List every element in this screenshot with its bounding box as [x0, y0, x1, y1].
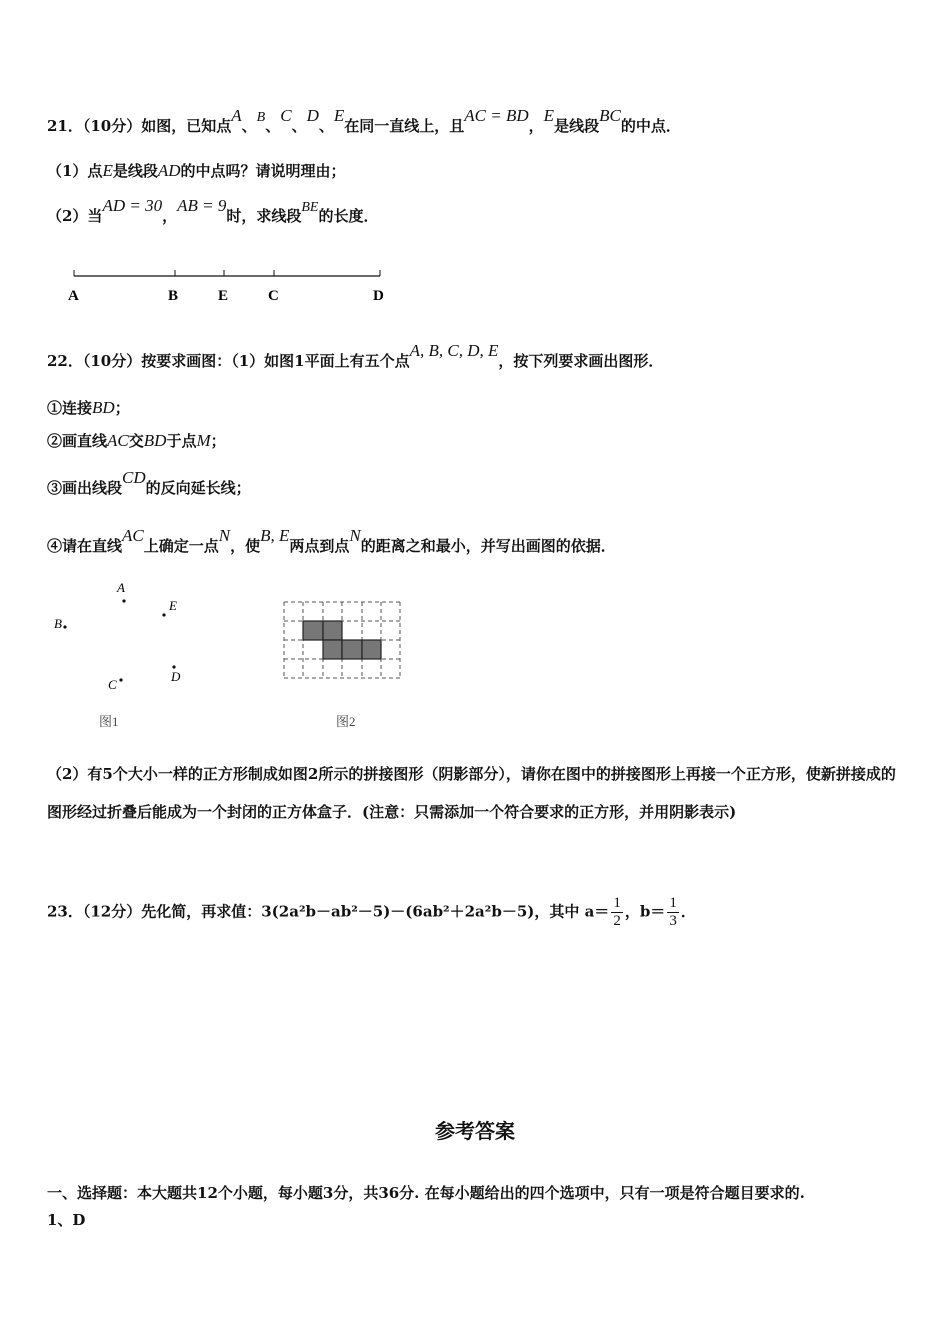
q22-step2: ②画直线AC交BD于点M；: [47, 431, 226, 450]
square-1: [303, 621, 323, 640]
square-3: [323, 640, 342, 659]
fig1-label-e: E: [169, 598, 177, 613]
answers-title: 参考答案: [435, 1119, 515, 1143]
q23-stem: 23．（12分）先化简，再求值：3(2a²b－ab²－5)－(6ab²＋2a²b－5)，其中 a＝ $\frac{1}{2}$ ，b＝ $\frac{1}{3}$ ．: [47, 895, 696, 929]
fig1-point-d: [172, 665, 175, 668]
fig1-point-e: [162, 613, 165, 616]
fraction-b: $\frac{1}{3}$: [669, 895, 677, 929]
fraction-a: $\frac{1}{2}$: [613, 895, 621, 929]
label-c: C: [268, 288, 279, 304]
q21-segment-figure: [60, 262, 400, 307]
q22-stem: 22．（10分）按要求画图：（1）如图1平面上有五个点A, B, C, D, E，按下列要求画出图形．: [47, 341, 664, 370]
fig1-label-d: D: [171, 669, 181, 684]
q22-figure1: [40, 570, 220, 735]
fig2-caption: 图2: [336, 714, 356, 729]
fig1-point-a: [122, 599, 125, 602]
fig1-label-b: B: [54, 616, 62, 631]
fig1-point-c: [119, 678, 122, 681]
square-2: [323, 621, 342, 640]
label-d: D: [373, 288, 384, 304]
q21-stem: 21．（10分）如图，已知点A、B、C、D、E在同一直线上，且AC = BD，E是线段BC的中点．: [47, 106, 681, 135]
q22-figure2: [280, 600, 410, 735]
fig1-caption: 图1: [99, 714, 119, 729]
shaded-squares: [303, 621, 381, 659]
label-e: E: [218, 288, 229, 304]
fig1-point-b: [63, 625, 66, 628]
q22-part2: （2）有5个大小一样的正方形制成如图2所示的拼接图形（阴影部分），请你在图中的拼接图形上再接一个正方形，使新拼接成的图形经过折叠后能成为一个封闭的正方体盒子．(注意：只需添加一个符合要求的正方形，并用阴影表示): [47, 765, 896, 821]
q22-step1: ①连接BD；: [47, 398, 130, 417]
answers-section-heading: 一、选择题：本大题共12个小题，每小题3分，共36分. 在每小题给出的四个选项中，只有一项是符合题目要求的.: [47, 1184, 805, 1202]
fig1-label-a: A: [117, 580, 125, 595]
answer-1: 1、D: [47, 1211, 86, 1229]
square-5: [362, 640, 381, 659]
label-a: A: [68, 288, 79, 304]
q21-part2: （2）当AD = 30，AB = 9时，求线段BE的长度．: [47, 196, 379, 225]
q22-step3: ③画出线段CD的反向延长线；: [47, 468, 251, 497]
q22-step4: ④请在直线AC上确定一点N，使B, E两点到点N的距离之和最小，并写出画图的依据．: [47, 526, 616, 555]
q21-part1: （1）点E是线段AD的中点吗？请说明理由；: [47, 161, 346, 180]
square-4: [342, 640, 362, 659]
label-b: B: [168, 288, 179, 304]
fig1-label-c: C: [108, 677, 117, 692]
